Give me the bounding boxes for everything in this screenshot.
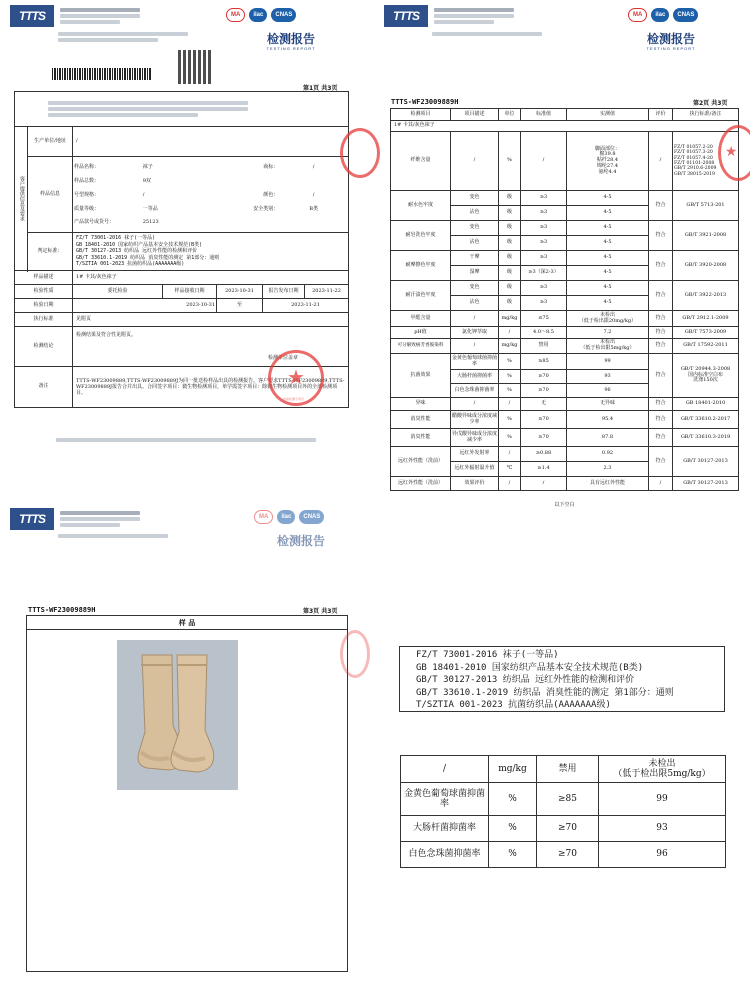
company-logo [10,5,140,27]
zoom-antibacterial-table: / mg/kg 禁用 未检出 （低于检出限5mg/kg） 金黄色葡萄球菌抑菌率 % ≥85 99 大肠杆菌抑菌率 % ≥70 93 白色念珠菌抑菌率 % ≥70 96 [400,755,726,868]
page2-footer: 以下空白 [554,501,575,508]
page1-page-label: 第1页 共3页 [303,85,338,92]
page2-seam-stamp: ★ [718,125,750,181]
cert-logos: MA ilac CNAS [226,8,296,22]
company-logo-3 [10,508,140,530]
ttts-logo-mark-3: TTTS [10,508,54,530]
address-blur [58,30,188,44]
page3-report-number: TTTS-WF23009889H [28,606,96,614]
page1-seam-stamp [340,128,380,178]
table-row: 大肠杆菌抑菌率 % ≥70 93 [401,816,726,842]
footer-blur [56,436,316,444]
zoom-standard-5: T/SZTIA 001-2023 抗菌纺织品(AAAAAAA级) [416,700,611,710]
address-blur-2 [432,30,542,38]
page3-section-title: 样 品 [27,616,347,630]
page1-official-stamp: ★ 检验检测专用章 [268,350,324,406]
page3-page-label: 第3页 共3页 [303,608,338,615]
socks-illustration [117,640,238,790]
zoom-standard-1: FZ/T 73001-2016 袜子(一等品) [416,650,559,660]
standard-label: 判定标准： [28,233,73,271]
zoom-standards-box [399,646,725,712]
report-title-2: 检测报告 [646,32,695,46]
ttts-logo-mark: TTTS [10,5,54,27]
report-subtitle-2: TESTING REPORT [646,46,696,51]
report-subtitle: TESTING REPORT [266,46,316,51]
sample-info-label: 样品信息 [28,157,73,233]
company-logo-2 [384,5,514,27]
client-side-label: 客户提供信息及要求 [15,127,28,271]
report-title: 检测报告 [266,32,315,46]
address-blur-3 [58,532,168,540]
report-title-3: 检测报告 [276,534,325,548]
page2-results-table: 检测项目 项目描述 单位 标准值 实测值 评价 执行标准/备注 1# 卡其/灰色袜子 纤维含量 / % / 脚面部位： 棉39.8 粘纤28.4 锦纶27.4 氨纶4.4 / FZ/T 01057.2-20 FZ/T 01057.3-20 FZ/T 01057.4-20 FZ/T 01101-2008 GB/T 2910.6-2009 GB/T 38015-2019 耐水色牢度 变色 级 ≥3 4-5 符合 GB/T 5713-201 沾色 级 ≥3 4-5 耐皂洗色牢度 变色 级 ≥3 4-5 符合 GB/T 3921-2008 沾色 级 ≥3 4-5 耐摩擦色牢度 干摩 级 ≥3 4-5 符合 GB/T 3920-2008 湿摩 级 ≥3（深2-3） 4-5 耐汗渍色牢度 变色 级 ≥3 4-5 符合 GB/T 3922-2013 沾色 级 ≥3 4-5 甲醛含量 / mg/kg ≤75 未检出 （低于检出限20mg/kg） 符合 GB/T 2912.1-2009 pH值 氯化钾萃取 / 4.0～8.5 7.2 符合 GB/T 7573-2009 可分解致癌芳香胺染料 / mg/kg 禁用 未检出 （低于检出限5mg/kg） 符合 GB/T 17592-2011 抗菌效果 金黄色葡萄球菌抑菌率 % ≥85 99 符合 GB/T 20944.3-2008 国内标准空白布 洗涤150次 大肠杆菌抑菌率 % ≥70 93 白色念珠菌抑菌率 % ≥70 96 异味 / / 无 无异味 符合 GB 18401-2010 消臭性能 醋酸异味成分浓度减少率 % ≥70 95.4 符合 GB/T 33610.2-2017 消臭性能 异戊酸异味成分浓度减少率 % ≥70 87.8 符合 GB/T 33610.3-2019 远红外性能（洗前） 远红外发射率 / ≥0.88 0.92 符合 GB/T 30127-2013 远红外辐射温升值 ℃ ≥1.4 2.3 远红外性能（洗前） 效果评价 / / 具有远红外性能 / GB/T 30127-2013 以下空白 [390,108,739,509]
page3-sample-frame [26,615,348,972]
barcode [52,68,152,80]
page2-page-label: 第2页 共3页 [693,100,728,107]
cert-logos-2: MA ilac CNAS [628,8,698,22]
qr-code [178,50,212,84]
page1-info-table: 客户提供信息及要求 生产单位/地址 / 样品信息 样品名称： 袜子 商标： / 样品总数： 9双 号型规格： / 颜色： / 质量等级： 一等品 安全类别： B类 产品款号或货号： 25123 判定标准： FZ/T 73001-2016 袜子(一等品) GB 18401-2010 国家纺织产品基本安全技术规范(B类) GB/T 30127-2013 纺织品 远红外性能的检测和评价 GB/T 33610.1-2019 纺织品 消臭性能的测定 第1部分：通则 T/SZTIA 001-2023 抗菌纺织品(AAAAAAA级) 样品描述 1# 卡其/灰色袜子 检验性质 委托检验 样品接收日期 2023-10-31 报告发布日期 2023-11-22 检验日期 2023-10-31 至 2023-11-21 执行标准 见附页 检测结论 检测结果及符合性见附页。 检测单位盖章 备注 TTTS-WF23009889,TTTS-WF23009889J为同一批送检样品出具的检测报告。客户要求TTTS-WF23009889,TTTS-WF23009889J报告合并出具。合同签字项目：微生物检测项目，单学霞签字项目：除微生物检测项目外的全部检测项目。 [14,91,349,408]
ttts-logo-mark-2: TTTS [384,5,428,27]
cert-logos-3: MA ilac CNAS [254,510,324,524]
sample-photo [117,640,238,790]
zoom-standard-2: GB 18401-2010 国家纺织产品基本安全技术规范(B类) [416,662,644,673]
page2-report-number: TTTS-WF23009889H [391,98,459,106]
table-row: 白色念珠菌抑菌率 % ≥70 96 [401,842,726,868]
zoom-standard-4: GB/T 33610.1-2019 纺织品 消臭性能的测定 第1部分：通则 [416,687,674,698]
page3-seam-stamp [340,630,370,678]
zoom-standard-3: GB/T 30127-2013 纺织品 远红外性能的检测和评价 [416,675,635,685]
sample-info-grid: 样品名称： 袜子 商标： / 样品总数： 9双 号型规格： / 颜色： / 质量等级： 一等品 安全类别： B类 产品款号或货号： 25123 [74,163,318,225]
table-row: 金黄色葡萄球菌抑菌率 % ≥85 99 [401,783,726,816]
page1-standard-list: FZ/T 73001-2016 袜子(一等品) GB 18401-2010 国家纺织产品基本安全技术规范(B类) GB/T 30127-2013 纺织品 远红外性能的检测和评价 GB/T 33610.1-2019 纺织品 消臭性能的测定 第1部分：通则 T/SZTIA 001-2023 抗菌纺织品(AAAAAAA级) [73,233,349,271]
